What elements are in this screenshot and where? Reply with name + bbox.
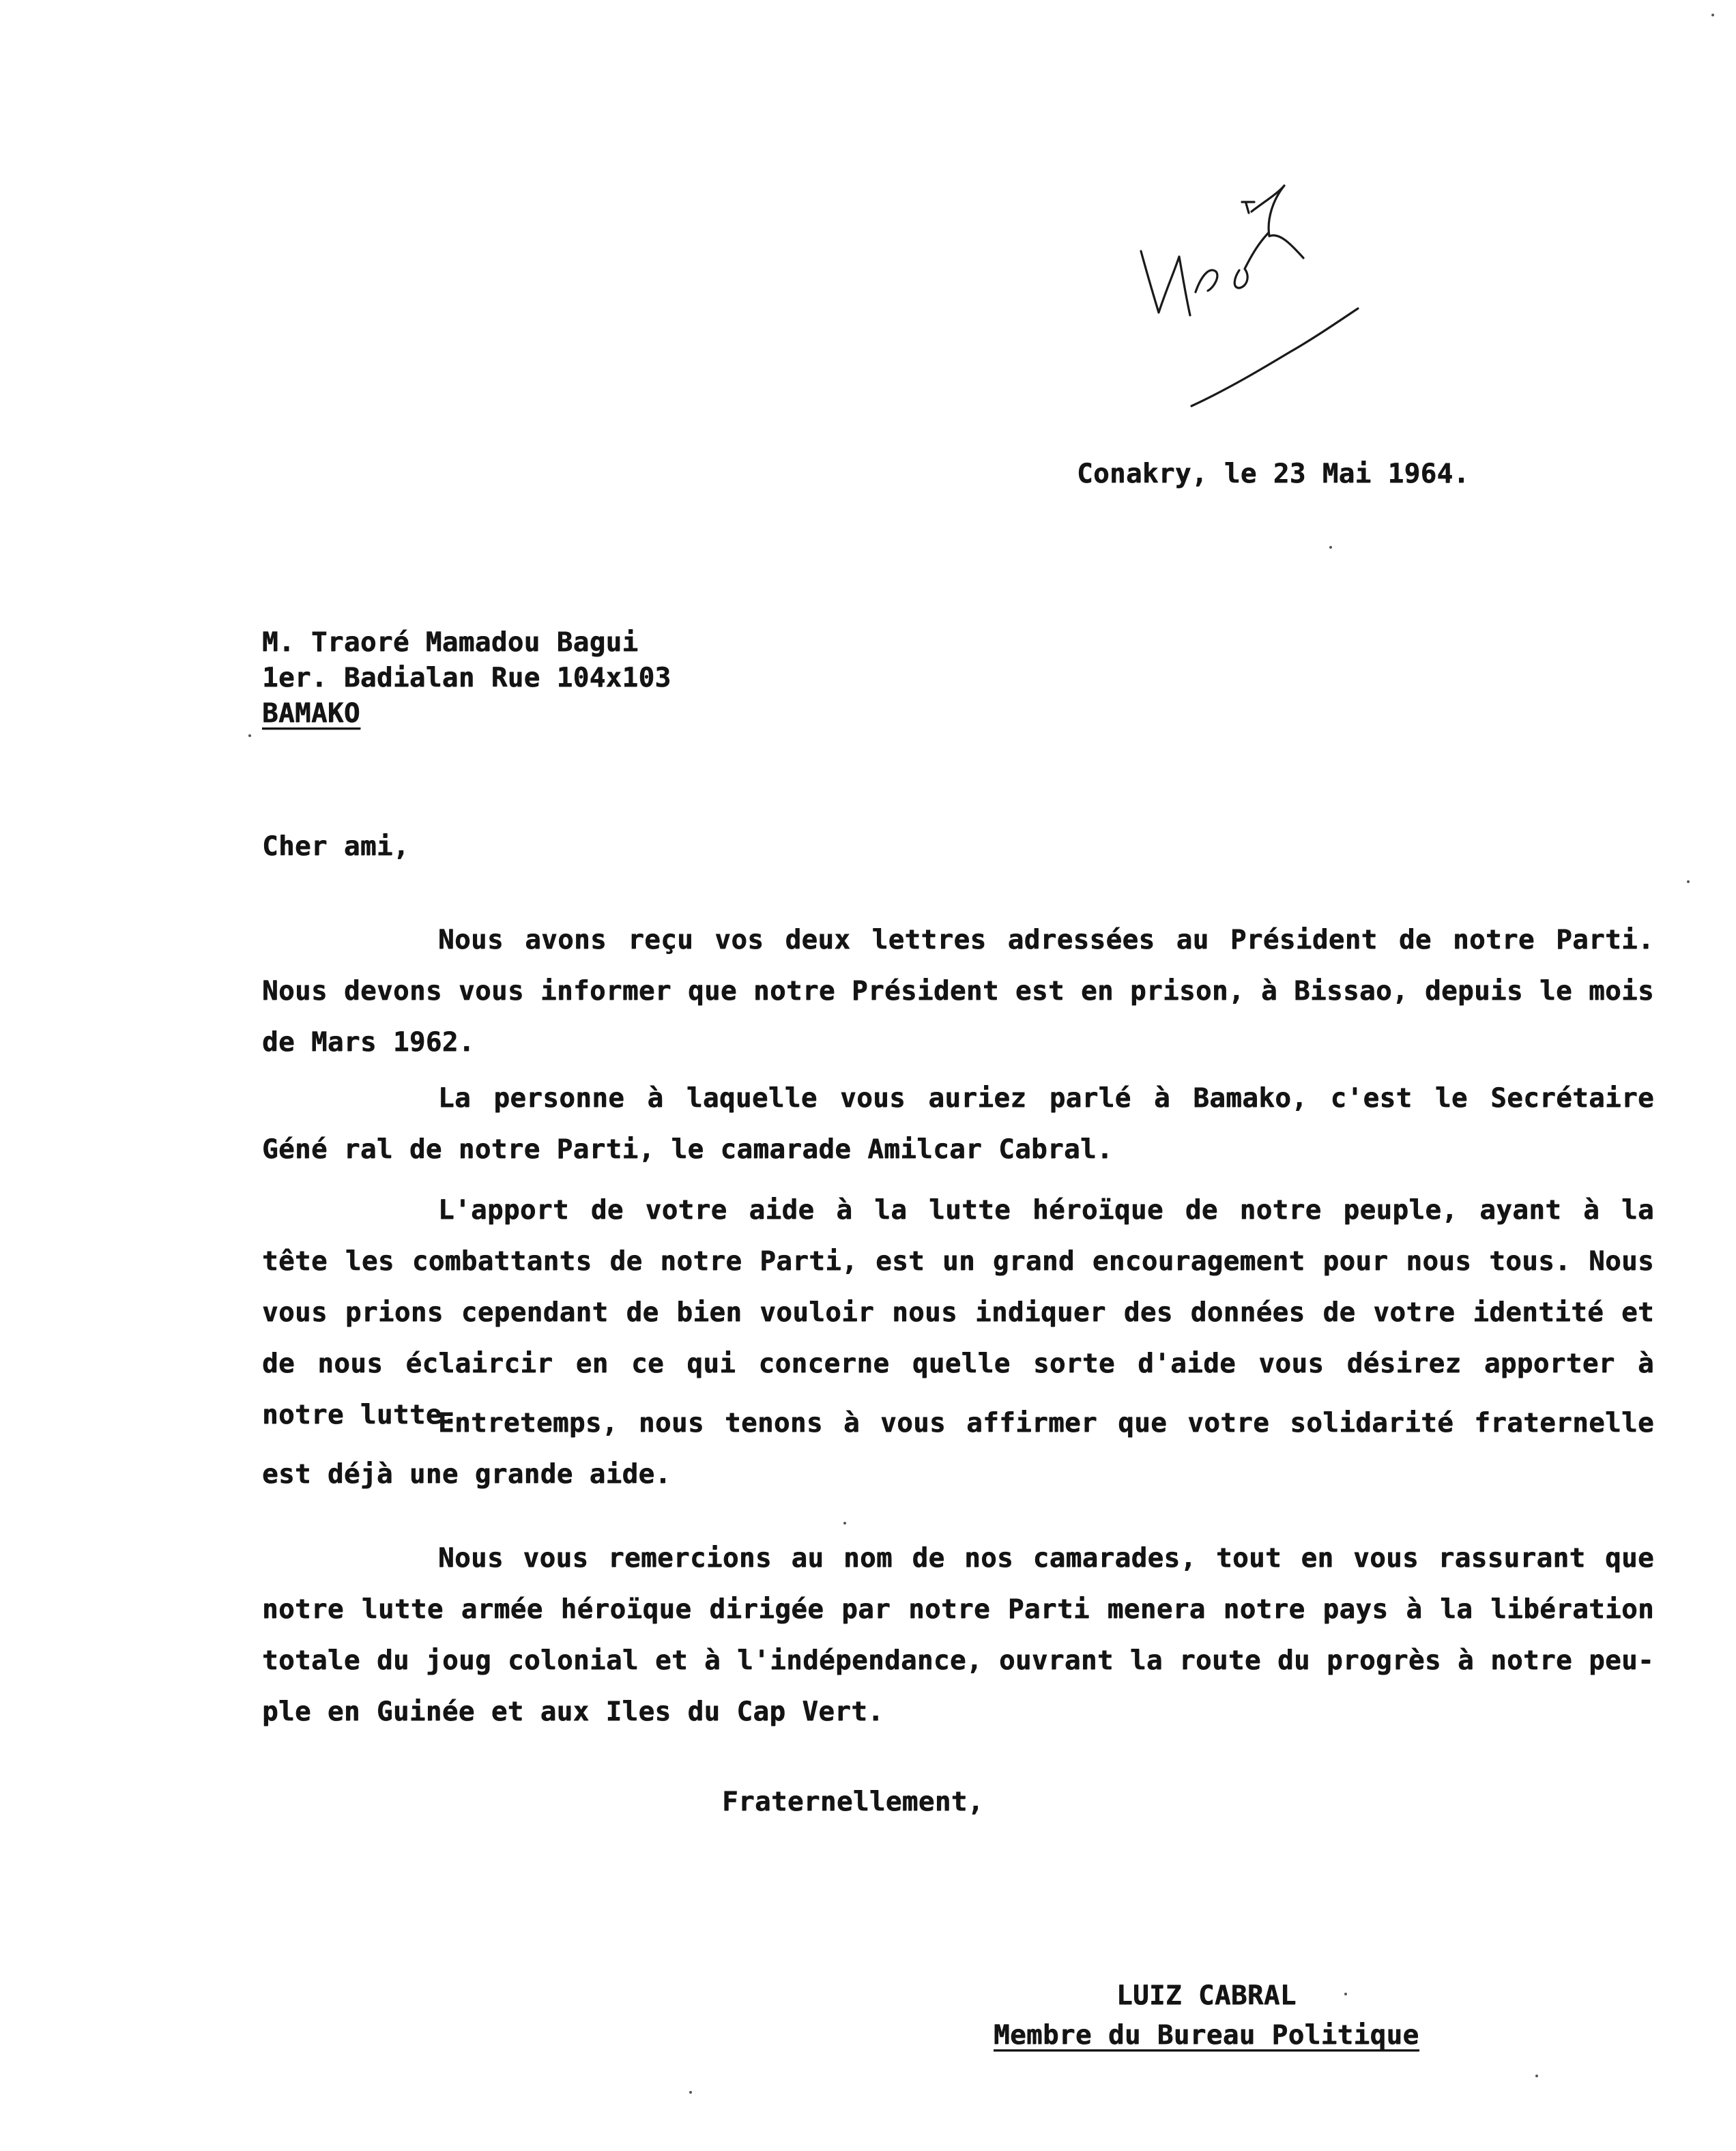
paragraph: La personne à laquelle vous auriez parlé à Bamako, c'est le Secrétaire Géné ral de notre Parti, le camarade Amilcar Cabral. (262, 1083, 1654, 1165)
signer-title: Membre du Bureau Politique (994, 2020, 1419, 2051)
paragraph: Entretemps, nous tenons à vous affirmer que votre solidarité fraternelle est déjà une grande aide. (262, 1408, 1654, 1490)
closing: Fraternellement, (722, 1787, 984, 1817)
paragraph: Nous avons reçu vos deux lettres adressées au Président de notre Parti. Nous devons vous informer que notre Président est en prison, à Bissao, depuis le mois de Mars 1962. (262, 925, 1654, 1058)
signer-name: LUIZ CABRAL (1116, 1980, 1297, 2011)
recipient-city: BAMAKO (262, 698, 360, 729)
paper-speck (1687, 880, 1690, 883)
paper-speck (1329, 546, 1332, 549)
recipient-address (262, 625, 671, 732)
paper-speck (843, 1522, 846, 1525)
paper-speck (1344, 1993, 1347, 1995)
paragraph: Nous vous remercions au nom de nos camarades, tout en vous rassurant que notre lutte armée héroïque dirigée par notre Parti menera notre pays à la libération totale du joug colonial et à l'indépendance, ouvrant la route du progrès à notre peu- ple en Guinée et aux Iles du Cap Vert. (262, 1543, 1654, 1727)
signature-block (994, 1976, 1419, 2055)
letter-date: Conakry, le 23 Mai 1964. (1077, 459, 1470, 489)
paper-speck (1535, 2075, 1538, 2077)
recipient-street: 1er. Badialan Rue 104x103 (262, 663, 671, 693)
recipient-name: M. Traoré Mamadou Bagui (262, 627, 639, 658)
paper-speck (689, 2091, 692, 2094)
paper-speck (248, 734, 251, 737)
paper-speck (1711, 14, 1714, 16)
handwritten-annotation (1105, 136, 1392, 423)
paragraph: L'apport de votre aide à la lutte héroïque de notre peuple, ayant à la tête les combattants de notre Parti, est un grand encouragement pour nous tous. Nous vous prions cependant de bien vouloir nous indiquer des données de votre identité et de nous éclaircir en ce qui concerne quelle sorte d'aide vous désirez apporter à notre lutte. (262, 1195, 1654, 1430)
salutation: Cher ami, (262, 831, 409, 862)
